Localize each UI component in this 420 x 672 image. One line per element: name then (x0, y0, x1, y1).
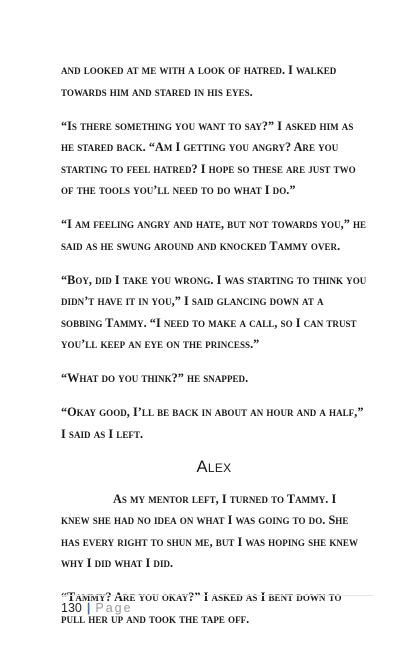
paragraph: and looked at me with a look of hatred. I walked towards him and stared in his eyes. (61, 63, 337, 99)
paragraph: “What do you think?” he snapped. (61, 371, 249, 385)
page-label: Page (95, 601, 133, 615)
paragraph: As my mentor left, I turned to Tammy. I knew she had no idea on what I was going to do. She has every right to shun me, but I was hoping she knew why I did what I did. (61, 491, 359, 570)
page-number: 130 (61, 601, 82, 615)
page-body (61, 60, 367, 643)
paragraph: “I am feeling angry and hate, but not towards you,” he said as he swung around and knocked Tammy over. (61, 217, 367, 253)
footer-line (61, 601, 133, 615)
footer-separator: | (86, 601, 91, 615)
paragraph: “Is there something you want to say?” I asked him as he stared back. “Am I getting you angry? Are you starting to feel hatred? I hope so these are just two of the tools you’ll need to do what I do.” (61, 118, 356, 197)
paragraph: “Tammy? Are you okay?” I asked as I bent down to pull her up and took the tape off. (61, 590, 342, 626)
paragraph: “Boy, did I take you wrong. I was starting to think you didn’t have it in you,” I said glancing down at a sobbing Tammy. “I need to make a call, so I can trust you’ll keep an eye on the princess.” (61, 272, 367, 351)
section-heading: Alex (196, 457, 232, 476)
paragraph: “Okay good, I’ll be back in about an hour and a half,” I said as I left. (61, 405, 364, 441)
page-footer (61, 595, 373, 622)
